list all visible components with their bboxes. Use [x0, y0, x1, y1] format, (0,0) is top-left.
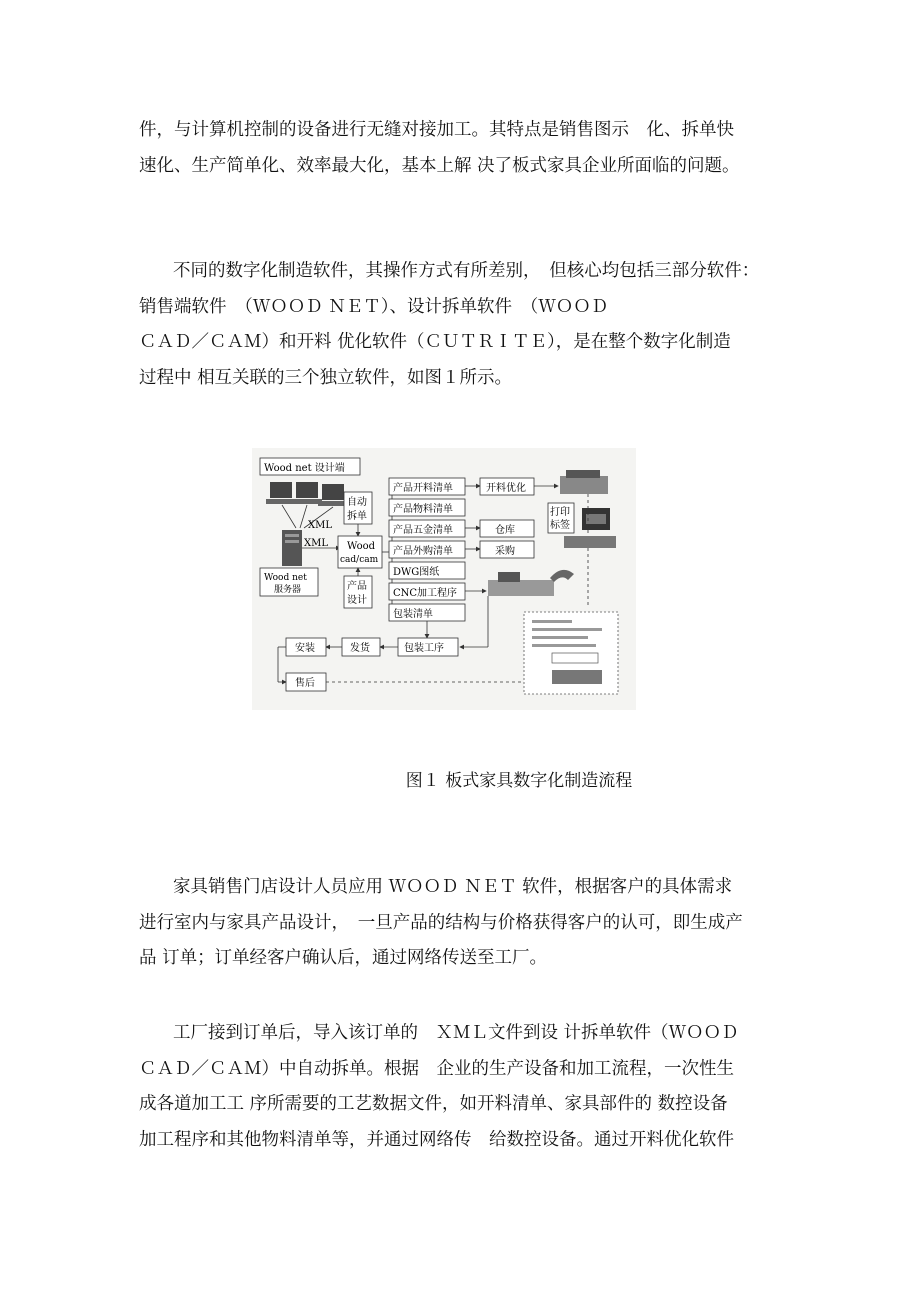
p3-line-3: 品 订单；订单经客户确认后，通过网络传送至工厂。: [139, 948, 548, 968]
wood-cadcam-label-2: cad/cam: [340, 555, 379, 565]
auto-split-label-2: 拆单: [347, 511, 367, 522]
p3-line-2: 进行室内与家具产品设计， 一旦产品的结构与价格获得客户的认可，即生成产: [139, 912, 743, 933]
warehouse-label: 仓库: [495, 525, 515, 536]
cut-optimization-label: 开料优化: [486, 483, 526, 494]
p1-line-2: 速化、生产简单化、效率最大化，基本上解 决了板式家具企业所面临的问题。: [139, 155, 740, 176]
list-3: [389, 520, 465, 537]
shipping-label: 发货: [350, 643, 370, 654]
list-6: [389, 583, 465, 600]
list-7: [389, 604, 465, 621]
wood-cadcam-label-1: Wood: [347, 541, 376, 552]
svg-text:包装清单: 包装清单: [393, 609, 433, 620]
list-1: [389, 478, 465, 495]
purchase-label: 采购: [495, 546, 515, 557]
server-label-2: 服务器: [274, 585, 302, 595]
auto-split-label-1: 自动: [347, 497, 367, 508]
svg-text:DWG图纸: DWG图纸: [393, 567, 440, 578]
print-label-2: 标签: [550, 520, 570, 531]
install-label: 安装: [295, 643, 315, 654]
p2-line-4: 过程中 相互关联的三个独立软件，如图１所示。: [139, 367, 513, 388]
figure-caption-text: 图１ 板式家具数字化制造流程: [405, 771, 633, 791]
paragraph-1: [139, 113, 785, 184]
after-sales-label: 售后: [295, 678, 315, 689]
paragraph-4: [139, 1016, 785, 1158]
p4-line-3: 成各道加工工 序所需要的工艺数据文件，如开料清单、家具部件的 数控设备: [139, 1094, 728, 1114]
woodnet-client-label: Wood net 设计端: [264, 463, 345, 474]
svg-text:产品开料清单: 产品开料清单: [393, 483, 453, 494]
p4-line-2: ＣＡＤ／ＣＡＭ）中自动拆单。根据 企业的生产设备和加工流程，一次性生: [139, 1058, 734, 1079]
p3-line-1: 家具销售门店设计人员应用 ＷＯＯＤ ＮＥＴ 软件，根据客户的具体需求: [173, 877, 733, 897]
svg-text:CNC加工程序: CNC加工程序: [393, 588, 458, 599]
server-icon: [282, 530, 302, 566]
xml-label-2: XML: [304, 538, 328, 549]
svg-text:产品物料清单: 产品物料清单: [393, 504, 453, 515]
print-label-1: 打印: [550, 507, 570, 518]
packing-process-label: 包装工序: [404, 643, 444, 654]
xml-label-1: XML: [308, 520, 332, 531]
svg-text:产品五金清单: 产品五金清单: [393, 525, 453, 536]
paragraph-2: [139, 254, 785, 396]
figure-caption: [0, 766, 920, 791]
p2-line-1: 不同的数字化制造软件，其操作方式有所差别， 但核心均包括三部分软件：: [173, 261, 760, 281]
paragraph-3: [139, 870, 785, 977]
computer-icon: [318, 484, 348, 506]
p4-line-4: 加工程序和其他物料清单等，并通过网络传 给数控设备。通过开料优化软件: [139, 1129, 734, 1150]
product-design-label-2: 设计: [347, 595, 367, 606]
list-4: [389, 541, 465, 558]
p4-line-1: 工厂接到订单后，导入该订单的 ＸＭＬ文件到设 计拆单软件（ＷＯＯＤ: [173, 1023, 739, 1043]
computer-icon: [292, 482, 322, 504]
p1-line-1: 件，与计算机控制的设备进行无缝对接加工。其特点是销售图示 化、拆单快: [139, 120, 734, 140]
flowchart-figure: [252, 448, 636, 710]
computer-icon: [266, 482, 296, 504]
edge-bander-icon: [564, 536, 616, 548]
list-2: [389, 499, 465, 516]
p2-line-2: 销售端软件 （ＷＯＯＤ ＮＥＴ）、设计拆单软件 （ＷＯＯＤ: [139, 296, 609, 317]
list-5: [389, 562, 465, 579]
product-design-label-1: 产品: [347, 581, 367, 592]
server-label-1: Wood net: [264, 573, 307, 583]
printer-icon: [582, 508, 610, 530]
label-sheet: [524, 612, 618, 694]
p2-line-3: ＣＡＤ／ＣＡＭ）和开料 优化软件（ＣＵＴＲＩＴＥ），是在整个数字化制造: [139, 332, 731, 352]
svg-text:产品外购清单: 产品外购清单: [393, 546, 453, 557]
